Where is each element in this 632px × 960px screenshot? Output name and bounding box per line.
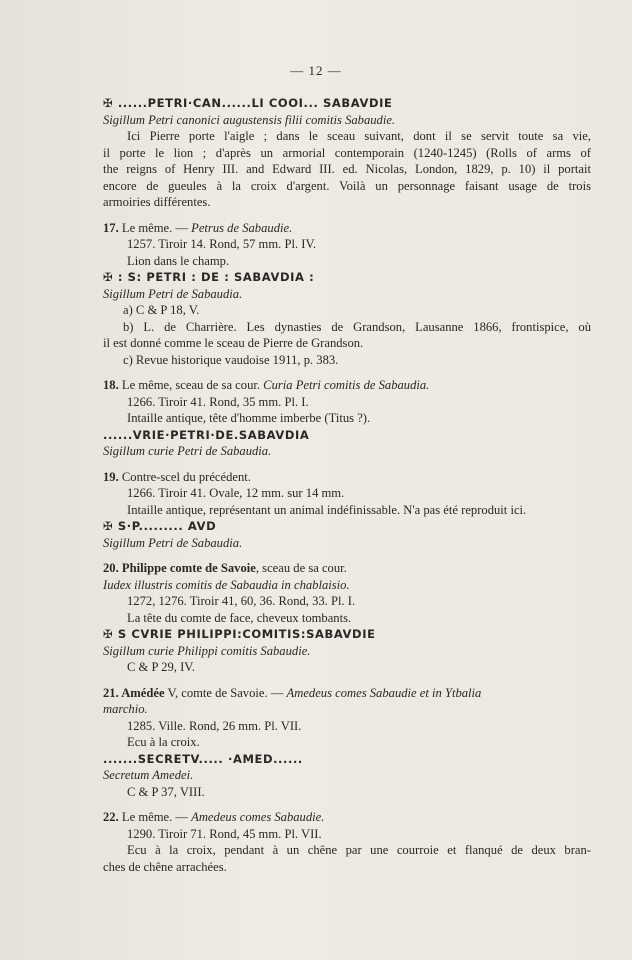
- entry-heading: [103, 809, 591, 826]
- latin-transcription: Iudex illustris comitis de Sabaudia in chablaisio.: [103, 577, 350, 592]
- entry-detail: Intaille antique, tête d'homme imberbe (Titus ?).: [127, 411, 371, 425]
- footnote-paragraph: [103, 319, 591, 352]
- seal-legend: ......VRIE·PETRI·DE.SABAVDIA: [103, 427, 310, 442]
- page-number: — 12 —: [290, 63, 342, 78]
- entry-number: 17.: [103, 220, 122, 235]
- entry-detail: Lion dans le champ.: [127, 253, 230, 268]
- entry-latin-title: Amedeus comes Sabaudie.: [191, 810, 325, 824]
- footnote-line: c) Revue historique vaudoise 1911, p. 383.: [123, 352, 339, 367]
- latin-transcription: Sigillum curie Petri de Sabaudia.: [103, 444, 272, 458]
- entry-number: 21.: [103, 685, 122, 700]
- seal-legend: ✠ ......PETRI·CAN......LI COOI... SABAVDIE: [103, 96, 393, 110]
- paragraph-line: Ecu à la croix, pendant à un chêne par une courroie et flanqué de deux bran-: [127, 843, 591, 857]
- paragraph-line: Ici Pierre porte l'aigle ; dans le sceau suivant, dont il se servit toute sa vie,: [127, 129, 591, 143]
- paragraph-line: il est donné comme le sceau de Pierre de Grandson.: [103, 336, 364, 350]
- entry-latin-title: Curia Petri comitis de Sabaudia.: [263, 378, 430, 392]
- entry-detail: 1266. Tiroir 41. Rond, 35 mm. Pl. I.: [127, 394, 309, 409]
- entry-detail: 1290. Tiroir 71. Rond, 45 mm. Pl. VII.: [127, 826, 322, 841]
- entry-number: 20.: [103, 561, 122, 575]
- entry-title: Philippe comte de Savoie: [121, 561, 256, 575]
- latin-transcription: marchio.: [103, 702, 148, 716]
- paragraph-line: armoiries différentes.: [103, 195, 211, 209]
- entry-detail: 1272, 1276. Tiroir 41, 60, 36. Rond, 33. Pl. I.: [127, 594, 356, 608]
- entry-heading: [103, 377, 591, 394]
- entry-detail: C & P 37, VIII.: [127, 784, 205, 799]
- entry-title: Contre-scel du précédent.: [121, 469, 251, 484]
- entry-title-tail: , sceau de sa cour.: [255, 561, 347, 575]
- entry-heading: [103, 560, 591, 577]
- entry-detail: Ecu à la croix.: [127, 735, 200, 749]
- commentary-paragraph: [103, 128, 591, 211]
- page-content: [103, 95, 591, 875]
- entry-title-tail: V, comte de Savoie. —: [164, 685, 287, 700]
- entry-latin-title: Amedeus comes Sabaudie et in Ytbalia: [286, 685, 482, 700]
- entry-number: 18.: [103, 378, 122, 392]
- entry-number: 19.: [103, 469, 122, 484]
- entry-heading: [103, 685, 591, 702]
- entry-detail: La tête du comte de face, cheveux tombants.: [127, 610, 352, 625]
- seal-legend: ✠ : S: PETRI : DE : SABAVDIA :: [103, 270, 315, 284]
- entry-title: Amédée: [121, 685, 165, 700]
- entry-detail: Intaille antique, représentant un animal indéfinissable. N'a pas été reproduit ici.: [127, 502, 527, 517]
- paragraph-line: the reigns of Henry III. and Edward III. ed. Nicolas, London, 1829, p. 10) il portait: [103, 162, 591, 176]
- latin-transcription: Sigillum Petri de Sabaudia.: [103, 535, 243, 550]
- seal-legend: .......SECRETV..... ·AMED......: [103, 751, 303, 766]
- seal-legend: ✠ S·P......... AVD: [103, 519, 217, 533]
- entry-detail: 1266. Tiroir 41. Ovale, 12 mm. sur 14 mm.: [127, 486, 345, 500]
- paragraph-line: encore de gueules à la croix d'argent. Voilà un personnage faisant usage de trois: [103, 178, 591, 193]
- latin-transcription: Sigillum curie Philippi comitis Sabaudie.: [103, 643, 311, 658]
- paragraph-line: ches de chêne arrachées.: [103, 859, 227, 874]
- seal-legend: ✠ S CVRIE PHILIPPI:COMITIS:SABAVDIE: [103, 627, 376, 641]
- entry-detail: 1257. Tiroir 14. Rond, 57 mm. Pl. IV.: [127, 237, 317, 251]
- latin-transcription: Sigillum Petri canonici augustensis filii comitis Sabaudie.: [103, 112, 396, 127]
- entry-title: Le même, sceau de sa cour.: [121, 378, 264, 392]
- entry-detail: C & P 29, IV.: [127, 660, 195, 674]
- latin-transcription: Secretum Amedei.: [103, 768, 194, 782]
- entry-title: Le même. —: [121, 810, 192, 824]
- entry-detail: 1285. Ville. Rond, 26 mm. Pl. VII.: [127, 718, 302, 733]
- commentary-paragraph: [103, 842, 591, 875]
- footnote-line: a) C & P 18, V.: [123, 303, 200, 317]
- entry-number: 22.: [103, 810, 122, 824]
- latin-transcription: Sigillum Petri de Sabaudia.: [103, 286, 243, 301]
- entry-latin-title: Petrus de Sabaudie.: [191, 220, 293, 235]
- entry-heading: [103, 469, 591, 486]
- paragraph-line: il porte le lion ; d'après un armorial contemporain (1240-1245) (Rolls of arms of: [103, 145, 591, 160]
- paragraph-line: b) L. de Charrière. Les dynasties de Grandson, Lausanne 1866, frontispice, où: [123, 319, 591, 334]
- entry-heading: [103, 220, 591, 237]
- entry-title: Le même. —: [121, 220, 192, 235]
